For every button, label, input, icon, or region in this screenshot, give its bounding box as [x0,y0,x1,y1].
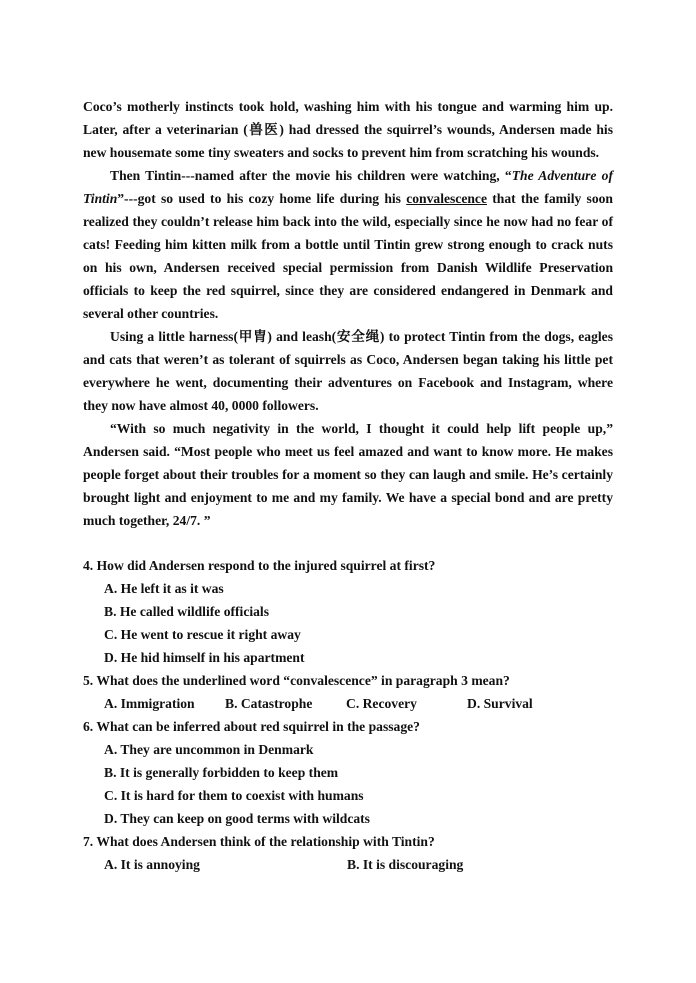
question-4 [83,554,613,669]
question-5 [83,669,613,715]
question-stem: 7. What does Andersen think of the relationship with Tintin? [83,834,435,849]
option-b: B. It is discouraging [347,857,464,872]
option-b: B. He called wildlife officials [104,604,269,619]
option-a: A. He left it as it was [104,581,224,596]
option-row [104,853,613,876]
question-stem: 6. What can be inferred about red squirrel in the passage? [83,719,420,734]
paragraph-2 [83,164,613,325]
question-7 [83,830,613,876]
option-d: D. He hid himself in his apartment [104,650,305,665]
question-6 [83,715,613,830]
option-c: C. Recovery [346,696,417,711]
option-d: D. Survival [467,696,533,711]
reading-passage [83,95,613,532]
question-stem: 5. What does the underlined word “convalescence” in paragraph 3 mean? [83,673,510,688]
option-c: C. He went to rescue it right away [104,627,301,642]
paragraph-1: Coco’s motherly instincts took hold, washing him with his tongue and warming him up. Later, after a veterinarian (兽医) had dressed the squirrel’s wounds, Andersen made his new housemate some tiny sweaters and socks to prevent him from scratching his wounds. [83,99,613,160]
option-b: B. Catastrophe [225,696,313,711]
option-b: B. It is generally forbidden to keep them [104,765,339,780]
paragraph-2-text-a: Then Tintin---named after the movie his children were watching, “ [110,168,512,183]
option-row [104,692,613,715]
paragraph-3: Using a little harness(甲胄) and leash(安全绳) to protect Tintin from the dogs, eagles and cats that weren’t as tolerant of squirrels as Coco, Andersen began taking his little pet everywhere he went, documenting their adventures on Facebook and Instagram, where they now have almost 40, 0000 followers. [83,329,613,413]
option-a: A. It is annoying [104,857,200,872]
paragraph-2-text-b: ”---got so used to his cozy home life during his [117,191,407,206]
paragraph-4: “With so much negativity in the world, I thought it could help lift people up,” Andersen said. “Most people who meet us feel amazed and want to know more. He makes people forget about their troubles for a moment so they can laugh and smile. He’s certainly brought light and enjoyment to me and my family. We have a special bond and are pretty much together, 24/7. ” [83,421,613,528]
option-a: A. They are uncommon in Denmark [104,742,314,757]
question-list [83,554,613,876]
underlined-word: convalescence [406,191,487,206]
paragraph-2-text-c: that the family soon realized they couldn’t release him back into the wild, especially since he now had no fear of cats! Feeding him kitten milk from a bottle until Tintin grew strong enough to crack nuts on his own, Andersen received special permission from Danish Wildlife Preservation officials to keep the red squirrel, since they are considered endangered in Denmark and several other countries. [83,191,613,321]
movie-title: The Adventure of Tintin [83,168,613,206]
question-stem: 4. How did Andersen respond to the injured squirrel at first? [83,558,436,573]
option-d: D. They can keep on good terms with wildcats [104,811,370,826]
option-a: A. Immigration [104,696,195,711]
option-c: C. It is hard for them to coexist with humans [104,788,364,803]
